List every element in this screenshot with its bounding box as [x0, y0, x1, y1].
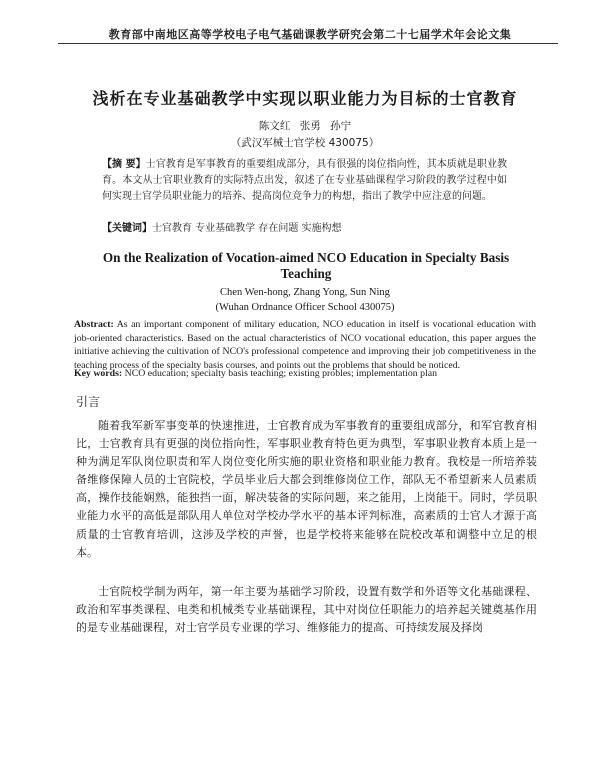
running-header: 教育部中南地区高等学校电子电气基础课教学研究会第二十七届学术年会论文集: [108, 28, 512, 41]
english-abstract-text: As an important component of military education, NCO education in itself is vocational education with job-oriented characteristics. Based on the actual characteristics of NCO vocational education, this paper argues the initiative achieving the cultivation of NCO's professional competence and improving their job competitiveness in the teaching process of the specialty basis courses, and points out the problems that should be noticed.: [74, 319, 536, 371]
chinese-title: 浅析在专业基础教学中实现以职业能力为目标的士官教育: [92, 89, 518, 108]
english-authors: Chen Wen-hong, Zhang Yong, Sun Ning: [220, 287, 390, 298]
chinese-abstract-text: 士官教育是军事教育的重要组成部分，具有很强的岗位指向性，其本质就是职业教育。本文从士官职业教育的实际特点出发，叙述了在专业基础课程学习阶段的教学过程中如何实现士官学员职业能力的培养、提高岗位竞争力的构想，指出了教学中应注意的问题。: [102, 159, 507, 202]
section-heading-introduction: 引言: [76, 395, 101, 409]
chinese-abstract: [102, 157, 507, 205]
chinese-keywords-label: 【关键词】: [102, 223, 152, 234]
english-affiliation: (Wuhan Ordnance Officer School 430075): [215, 302, 395, 313]
english-abstract-label: Abstract:: [74, 319, 114, 330]
chinese-authors: 陈文红 张勇 孙宁: [258, 120, 352, 132]
chinese-abstract-label: 【摘 要】: [102, 159, 146, 170]
english-keywords: [74, 367, 536, 381]
chinese-affiliation: （武汉军械士官学校 430075）: [230, 137, 380, 149]
chinese-keywords-text: 士官教育 专业基础教学 存在问题 实施构想: [152, 223, 342, 234]
header-rule: [58, 43, 558, 44]
english-keywords-label: Key words:: [74, 368, 123, 379]
chinese-keywords: [102, 221, 507, 237]
body-paragraph: 随着我军新军事变革的快速推进，士官教育成为军事教育的重要组成部分，和军官教育相比，士官教育具有更强的岗位指向性，军事职业教育特色更为典型，军事职业教育本质上是一种为满足军队岗位职责和军人岗位变化所实施的职业资格和职业能力教育。我校是一所培养装备维修保障人员的士官院校，学员毕业后大都会到维修岗位工作，部队无不希望新来人员素质高，操作技能娴熟，能独挡一面，解决装备的实际问题，来之能用，上岗能干。同时，学员职业能力水平的高低是部队用人单位对学校办学水平的基本评判标准，高素质的士官人才源于高质量的士官教育培训，这涉及学校的声誉，也是学校将来能够在院校改革和调整中立足的根本。: [76, 419, 537, 559]
body-paragraph: 士官院校学制为两年，第一年主要为基础学习阶段，设置有数学和外语等文化基础课程、政治和军事类课程、电类和机械类专业基础课程，其中对岗位任职能力的培养起关键奠基作用的是专业基础课程，对士官学员专业课的学习、维修能力的提高、可持续发展及择岗: [76, 585, 537, 635]
english-keywords-text: NCO education; specialty basis teaching; existing probles; implementation plan: [124, 368, 437, 379]
english-title: On the Realization of Vocation-aimed NCO Education in Specialty Basis Teaching: [102, 250, 510, 281]
english-abstract: [74, 318, 536, 372]
